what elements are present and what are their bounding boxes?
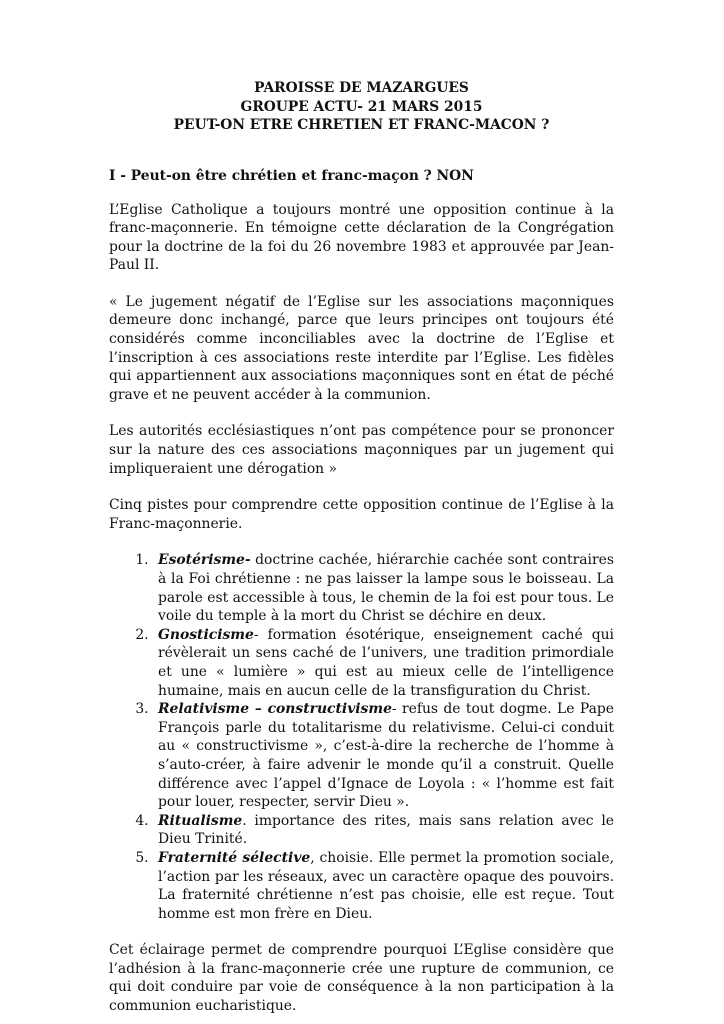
quote-paragraph-2: Les autorités ecclésiastiques n’ont pas compétence pour se prononcer sur la nature des ces associations maçonniques par un jugement qui impliqueraient une dérogation » [109, 423, 614, 477]
list-item [153, 700, 614, 812]
list-item [153, 551, 614, 625]
quote-paragraph-1: « Le jugement négatif de l’Eglise sur les associations maçonniques demeure donc inchangé, parce que leurs principes ont toujours été considérés comme inconciliables avec la doctrine de l’Eglise et l’inscription à ces associations reste interdite par l’Eglise. Les fidèles qui appartiennent aux associations maçonniques sont en état de péché grave et ne peuvent accéder à la communion. [109, 293, 614, 403]
list-item-text: , choisie. Elle permet la promotion sociale, l’action par les réseaux, avec un caractère opaque des pouvoirs. La fraternité chrétienne n’est pas choisie, elle est reçue. Tout homme est mon frère en Dieu. [158, 849, 615, 922]
list-item-text: . importance des rites, mais sans relation avec le Dieu Trinité. [158, 812, 614, 848]
list-item-term: Relativisme – constructivisme [158, 701, 392, 718]
conclusion-paragraph: Cet éclairage permet de comprendre pourquoi L’Eglise considère que l’adhésion à la franc-maçonnerie crée une rupture de communion, ce qui doit conduire par voie de conséquence à la non participation à la communion eucharistique. [109, 942, 614, 1015]
document-header [109, 0, 614, 135]
pistes-list [109, 551, 614, 923]
list-item [153, 626, 614, 700]
list-item-text: - refus de tout dogme. Le Pape François parle du totalitarisme du relativisme. Celui-ci conduit au « constructivisme », c’est-à-dire la recherche de l’homme à s’auto-créer, à faire advenir le monde qu’il a construit. Quelle différence avec l’appel d’Ignace de Loyola : « l’homme est fait pour louer, respecter, servir Dieu ». [158, 701, 614, 811]
list-item-text: doctrine cachée, hiérarchie cachée sont contraires à la Foi chrétienne : ne pas laisser la lampe sous le boisseau. La parole est accessible à tous, le chemin de la foi est pour tous. Le voile du temple à la mort du Christ se déchire en deux. [158, 552, 614, 625]
intro-paragraph: L’Eglise Catholique a toujours montré une opposition continue à la franc-maçonnerie. En témoigne cette déclaration de la Congrégation pour la doctrine de la foi du 26 novembre 1983 et approuvée par Jean-Paul II. [109, 201, 614, 274]
section-title: I - Peut-on être chrétien et franc-maçon ? NON [109, 167, 474, 184]
list-item-term: Ritualisme [158, 812, 243, 829]
parish-name: PAROISSE DE MAZARGUES [254, 80, 469, 96]
list-item-term: Esotérisme- [158, 552, 251, 569]
document-title: PEUT-ON ETRE CHRETIEN ET FRANC-MACON ? [173, 117, 550, 133]
pistes-paragraph: Cinq pistes pour comprendre cette opposition continue de l’Eglise à la Franc-maçonnerie. [109, 497, 614, 532]
list-item [153, 849, 614, 923]
list-item-text: - formation ésotérique, enseignement caché qui révèlerait un sens caché de l’univers, une tradition primordiale et une « lumière » qui est au mieux celle de l’intelligence humaine, mais en aucun celle de la transfiguration du Christ. [158, 626, 614, 699]
list-item [153, 812, 614, 849]
group-date: GROUPE ACTU- 21 MARS 2015 [240, 98, 483, 115]
list-item-term: Fraternité sélective [158, 849, 311, 866]
list-item-term: Gnosticisme [158, 626, 254, 643]
